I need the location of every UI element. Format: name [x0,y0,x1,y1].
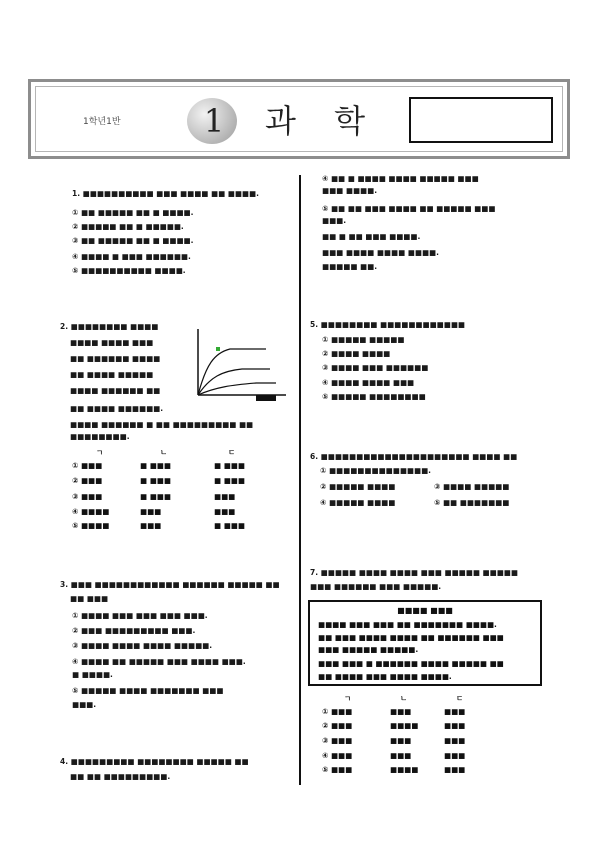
table-cell: ■■■ [140,507,162,516]
table-cell: ■■■ [140,521,162,530]
table-cell: ■■■ [444,736,466,745]
option[interactable]: ② ■■■ ■■■■■■■■■ ■■■. [72,626,196,635]
condition-line: ■■■ ■■■■■ ■■■■■. [318,645,419,654]
question-stem: 6. ■■■■■■■■■■■■■■■■■■■■■ ■■■■ ■■ [310,452,518,461]
question-stem-line: ■■ ■■ ■■■■■■■■■. [70,772,171,781]
table-cell[interactable]: ② ■■■ [322,721,353,730]
option[interactable]: ⑤ ■■ ■■ ■■■ ■■■■ ■■ ■■■■■ ■■■ [322,204,496,213]
option[interactable]: ① ■■■■■ ■■■■■ [322,335,405,344]
option[interactable]: ⑤ ■■ ■■■■■■■ [434,498,510,507]
option[interactable]: ③ ■■■■ ■■■ ■■■■■■ [322,363,429,372]
condition-line: ■■■■ ■■■ ■■■ ■■ ■■■■■■■ ■■■■. [318,620,497,629]
table-cell: ■■■■ [390,721,419,730]
table-cell: ■ ■■■ [214,521,245,530]
graph-curve-c [198,383,276,395]
option[interactable]: ④ ■■■■ ■■ ■■■■■ ■■■ ■■■■ ■■■. [72,657,246,666]
table-cell: ■ ■■■ [140,476,171,485]
table-cell[interactable]: ① ■■■ [72,461,103,470]
table-cell[interactable]: ③ ■■■ [322,736,353,745]
table-cell: ■■■ [390,736,412,745]
question-stem: 3. ■■■ ■■■■■■■■■■■■ ■■■■■■ ■■■■■ ■■ [60,580,280,589]
class-label: 1학년1반 [83,117,121,127]
option-continued: ■■■ ■■■■. [322,186,378,195]
condition-line: ■■ ■■■ ■■■■ ■■■■ ■■ ■■■■■■ ■■■ [318,633,504,642]
statement-line: ■■■■■ ■■. [322,262,378,271]
condition-line: ■■■ ■■■ ■ ■■■■■■ ■■■■ ■■■■■ ■■ [318,659,504,668]
table-cell: ■■■ [444,751,466,760]
table-header: ㄷ [228,448,236,457]
grade-number: 1 [203,102,225,140]
option[interactable]: ① ■■■■■■■■■■■■■■. [320,466,432,475]
question-stem: 5. ■■■■■■■■ ■■■■■■■■■■■■ [310,320,466,329]
table-header: ㄴ [400,694,408,703]
table-cell: ■■■■ [390,765,419,774]
option[interactable]: ⑤ ■■■■■■■■■■ ■■■■. [72,266,186,275]
question-stem-line: ■■■■ ■■■■ ■■■ [70,338,154,347]
name-entry-box[interactable] [409,97,553,143]
option[interactable]: ③ ■■■■ ■■■■■ [434,482,510,491]
table-cell[interactable]: ⑤ ■■■ [322,765,353,774]
table-header: ㄱ [344,694,352,703]
question-stem: 2. ■■■■■■■■ ■■■■ [60,322,159,331]
table-cell[interactable]: ⑤ ■■■■ [72,521,110,530]
table-cell: ■ ■■■ [140,461,171,470]
condition-box [308,600,542,686]
graph-curve-a [198,349,266,395]
table-cell: ■■■ [444,707,466,716]
option[interactable]: ④ ■■■■ ■■■■ ■■■ [322,378,415,387]
question-stem-line: ■■ ■■■■ ■■■■■■. [70,404,164,413]
condition-line: ■■ ■■■■ ■■■ ■■■■ ■■■■. [318,672,452,681]
sub-prompt: ■■■■ ■■■■■■ ■ ■■ ■■■■■■■■■ ■■ [70,420,254,429]
question-stem: 7. ■■■■■ ■■■■ ■■■■ ■■■ ■■■■■ ■■■■■ [310,568,518,577]
table-cell[interactable]: ④ ■■■ [322,751,353,760]
option-continued: ■■■. [322,216,347,225]
reaction-graph [186,325,290,405]
table-cell: ■ ■■■ [214,476,245,485]
question-stem-line: ■■■ ■■■■■■ ■■■ ■■■■■. [310,582,442,591]
graph-axis-label-block [256,395,276,401]
option[interactable]: ④ ■■■■ ■ ■■■ ■■■■■■. [72,252,191,261]
table-cell: ■■■ [444,765,466,774]
table-header: ㄱ [96,448,104,457]
option[interactable]: ② ■■■■ ■■■■ [322,349,391,358]
option[interactable]: ② ■■■■■ ■■ ■ ■■■■■. [72,222,184,231]
option[interactable]: ② ■■■■■ ■■■■ [320,482,396,491]
condition-box-title: ■■■■ ■■■ [397,606,453,615]
table-cell[interactable]: ① ■■■ [322,707,353,716]
table-cell: ■ ■■■ [214,461,245,470]
question-stem-line: ■■ ■■■ [70,594,109,603]
sub-prompt: ■■■■■■■■. [70,432,130,441]
option[interactable]: ③ ■■■■ ■■■■ ■■■■ ■■■■■. [72,641,213,650]
option[interactable]: ① ■■■■ ■■■ ■■■ ■■■ ■■■. [72,611,208,620]
table-cell[interactable]: ③ ■■■ [72,492,103,501]
option[interactable]: ① ■■ ■■■■■ ■■ ■ ■■■■. [72,208,194,217]
option[interactable]: ⑤ ■■■■■ ■■■■ ■■■■■■■ ■■■ [72,686,224,695]
table-header: ㄴ [160,448,168,457]
column-divider [299,175,301,785]
option-continued: ■■■. [72,700,97,709]
table-header: ㄷ [456,694,464,703]
table-cell: ■■■ [214,492,236,501]
option[interactable]: ④ ■■■■■ ■■■■ [320,498,396,507]
table-cell: ■■■ [214,507,236,516]
question-stem-line: ■■■■ ■■■■■■ ■■ [70,386,161,395]
table-cell[interactable]: ④ ■■■■ [72,507,110,516]
question-stem: 1. ■■■■■■■■■■ ■■■ ■■■■ ■■ ■■■■. [72,189,259,198]
option[interactable]: ③ ■■ ■■■■■ ■■ ■ ■■■■. [72,236,194,245]
table-cell: ■ ■■■ [140,492,171,501]
option[interactable]: ⑤ ■■■■■ ■■■■■■■■ [322,392,426,401]
table-cell: ■■■ [390,707,412,716]
page-header [28,79,570,159]
statement-line: ■■ ■ ■■ ■■■ ■■■■. [322,232,421,241]
option[interactable]: ④ ■■ ■ ■■■■ ■■■■ ■■■■■ ■■■ [322,174,479,183]
question-stem-line: ■■ ■■■■■■ ■■■■ [70,354,161,363]
question-stem: 4. ■■■■■■■■■ ■■■■■■■■ ■■■■■ ■■ [60,757,249,766]
table-cell: ■■■ [444,721,466,730]
statement-line: ■■■ ■■■■ ■■■■ ■■■■. [322,248,439,257]
subject-title: 과 학 [265,102,379,140]
question-stem-line: ■■ ■■■■ ■■■■■ [70,370,154,379]
table-cell[interactable]: ② ■■■ [72,476,103,485]
option-continued: ■ ■■■■. [72,670,113,679]
table-cell: ■■■ [390,751,412,760]
graph-marker [216,347,220,351]
